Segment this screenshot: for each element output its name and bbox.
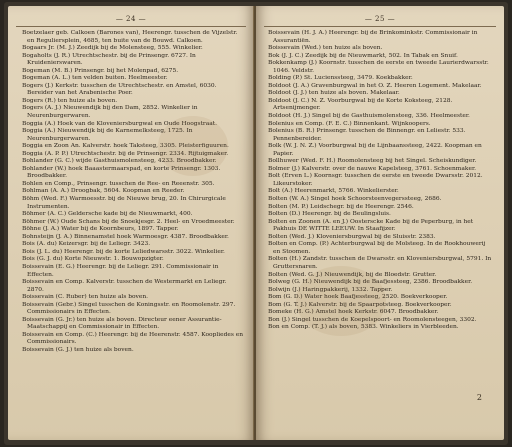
- directory-entry: Bolten (Wed. J.) Kloveniersburgwal bij de Sluisstr. 2383.: [268, 233, 436, 240]
- directory-entry: Bok (J. J. C.) Zeedijk bij de Nieuwmarkt, 502. In Tabak en Snuif.: [268, 52, 458, 59]
- directory-entry: Bois (A. du) Keizersgr. bij de Leliegr. 3423.: [22, 241, 151, 248]
- directory-entry: Böhm (Wed. F.) Warmoesstr. bij de Nieuwe brug, 20. In Chirurgicale Instrumenten.: [22, 196, 226, 210]
- directory-entry: Bolenius en Comp. (F. E. C.) Binnenkant. Wijnkoopers.: [268, 120, 431, 127]
- page-stain: [296, 266, 386, 336]
- directory-entry: Bogers (R.) ten huize als boven.: [22, 97, 118, 104]
- directory-entry: Bolding (P.) St. Lucienssteeg, 3479. Koekbakker.: [268, 75, 413, 82]
- directory-entry: Bolten en Comp. (P.) Achterburgwal bij de Molsteeg. In de Rookhouwerij en Stoomen.: [268, 241, 486, 255]
- directory-entry: Boldoot (J. J.) ten huize als boven. Makelaar.: [268, 90, 400, 97]
- directory-entry: Bois (G. J. du) Korte Nieuwstr. 1. Bouwopzigter.: [22, 256, 164, 263]
- directory-entry: Boissevain (Wed.) ten huize als boven.: [268, 45, 383, 52]
- directory-entry: Bokkenkamp (J.) Koornstr. tusschen de eerste en tweede Laurierdwarsstr. 1046. Veldstr.: [268, 60, 489, 74]
- directory-entry: Bolten (M. P.) Leidschegr. bij de Heerengr. 2546.: [268, 203, 414, 210]
- directory-entry: Bolten (Wed. G. J.) Nieuwendijk, bij de Bloedstr. Grutter.: [268, 271, 437, 278]
- signature-mark: 2: [476, 393, 482, 402]
- directory-entry: Boissevain en Comp. (C.) Heerengr. bij de Heerenstr. 4587. Koopliedes en Commissionairs.: [22, 331, 244, 346]
- directory-entry: Bogaars Jr. (M. J.) Zeedijk bij de Molensteeg, 555. Winkelier.: [22, 45, 203, 52]
- directory-entry: Bogers (J.) Kerkstr. tusschen de Utrechtschestr. en Amstel, 6030. Bereider van het Arabenische Poer.: [22, 82, 217, 97]
- directory-entry: Boldoot (H. J.) Singel bij de Gasthuismolensteeg, 336. Heelmeester.: [268, 113, 470, 120]
- directory-entry: Bon en Comp. (T. J.) als boven, 5383. Winkeliers in Vierbleeden.: [268, 324, 459, 331]
- directory-entry: Bolten (D.) Heerengr. bij de Beulingsluis.: [268, 211, 391, 218]
- right-page: [256, 6, 504, 440]
- directory-entry: Bohnsteijn (J. A.) Binnenamstel hoek Warmoesgr. 4387. Broodbakker.: [22, 233, 229, 240]
- left-page-number: — 24 —: [115, 15, 147, 23]
- directory-entry: Boldoot (J. C.) N. Z. Voorburgwal bij de Korte Koksteeg, 2128. Artsenijmenger.: [268, 97, 453, 112]
- directory-entry: Bogaholts (J. R.) Utrechtschestr. bij de Prinsengr. 6727. In Kruidenierswaren.: [22, 52, 196, 67]
- directory-entry: Bogeman (M. B.) Prinsengr. bij het Molenpad, 6275.: [22, 67, 179, 74]
- directory-entry: Bolten (W. A.) Singel hoek Schoorsteenvegerssteeg, 2686.: [268, 196, 442, 203]
- directory-entry: Böhmer (W.) Oude Schans bij de Snoekjesgr. 2. Heel- en Vroedmeester.: [22, 218, 235, 225]
- directory-entry: Boggia en Zoon An. Kalverstr. hoek Taksteeg, 3305. Pleisterfiguuren.: [22, 143, 229, 150]
- directory-entry: Boissevain en Comp. Kalverstr. tusschen de Westermarkt en Leliegr. 2870.: [22, 279, 227, 293]
- directory-entry: Bohlen en Comp., Prinsengr. tusschen de Ree- en Reeenstr. 305.: [22, 180, 215, 187]
- directory-entry: Bolwijn (J.) Haringpakkerij, 1332. Tapper.: [268, 286, 393, 293]
- directory-entry: Bohlander (G. C.) wijde Gasthuismolensteeg, 4233. Broodbakker.: [22, 158, 217, 165]
- left-page: [8, 6, 254, 440]
- directory-entry: Bolmer (J.) Kalverstr. over de nauwe Kapelsteeg, 3761. Schoenmaker.: [268, 165, 476, 172]
- directory-entry: Boissevain (Gebr.) Singel tusschen de Koningsstr. en Roomolenstr. 297. Commissionairs in Effecten.: [22, 301, 236, 316]
- directory-entry: Boetzelaer geb. Calkoen (Barones van), Heerengr. tusschen de Vijzelstr. en Reguliersplein, 4685, ten buite van de Bouwd. Calkoen.: [22, 30, 238, 44]
- directory-entry: Bohlander (W.) hoek Baaastermaarspad, en korte Prinsengr. 1303. Broodbakker.: [22, 165, 221, 180]
- header-rule: [264, 26, 496, 27]
- directory-entry: Bomeke (H. G.) Amstel hoek Kerkstr. 6047. Broodbakker.: [268, 309, 439, 316]
- directory-entry: Bohlman (A. A.) Droogbak, 5604. Koopman en Reeder.: [22, 188, 185, 195]
- directory-entry: Bom (G. D.) Water hoek Baafjessteeg, 2520. Boekverkooper.: [268, 294, 448, 301]
- directory-entry: Boissevain (E. G.) Heerengr. bij de Leliegr. 291. Commissionair in Effecten.: [22, 263, 219, 278]
- directory-entry: Boggia (A. P. P.) Utrechtschestr. bij de Prinsengr. 2334. Rijtuigmaker.: [22, 150, 229, 157]
- directory-entry: Bollhuwer (Wed. F. H.) Roomolensteeg bij het Singel. Scheiskundiger.: [268, 158, 477, 165]
- directory-entry: Bolk (W. J. N. Z.) Voorburgwal bij de Lijnbaanssteeg, 2422. Koopman en Papier.: [268, 143, 482, 157]
- left-entry-list: [8, 30, 254, 355]
- directory-entry: Bogeman (A. L.) ten velden buiten. Heelmeester.: [22, 75, 168, 82]
- header-rule: [16, 26, 246, 27]
- directory-entry: Boggia (A.) Hoek van de Kloveniersburgwal en Oude Hoogstraat.: [22, 120, 218, 127]
- directory-entry: Bogers (A. J.) Nieuwendijk bij den Dam, 2852. Winkelier in Neurenburgerwaren.: [22, 105, 198, 120]
- directory-entry: Bolten en Zoonen (A. en J.) Oosterscke Kade bij de Peperburg, in het Pakhuis DE WITTE LEEUW. In Staafijzer.: [268, 218, 474, 233]
- directory-entry: Boissevain (G. J.) ten huize als boven.: [22, 346, 134, 353]
- directory-entry: Bom (G. T. J.) Kalverstr. bij de Spaarpotsteeg. Boekverkooper.: [268, 301, 452, 308]
- directory-entry: Boissevain (C. Ruber) ten huize als boven.: [22, 294, 149, 301]
- directory-entry: Böhmer (A. C.) Geldersche kade bij de Nieuwmarkt, 400.: [22, 211, 193, 218]
- directory-entry: Bon (J.) Singel tusschen de Koepelspoort- en Roomolensteegen, 3302.: [268, 316, 477, 323]
- page-stain: [158, 116, 228, 176]
- directory-entry: Böhne (J. A.) Water bij de Koornbeurs, 1897. Tapper.: [22, 226, 179, 233]
- directory-entry: Bolten (H.) Zandstr. tusschen de Dwarsstr. en Kloveniersburgwal, 5791. In Gruttersnaren.: [268, 256, 492, 270]
- directory-entry: Bolt (A.) Heerenmarkt, 5766. Winkelierster.: [268, 188, 399, 195]
- open-book: [4, 2, 508, 445]
- right-page-number: — 25 —: [364, 15, 396, 23]
- directory-entry: Boldoot (J. A.) Gravenburgwal in het O. Z. Heeren Logement. Makelaar.: [268, 82, 482, 89]
- directory-entry: Bolenius (B. R.) Prinsengr. tusschen de Binnengr. en Leliestr. 533. Pennenbereider.: [268, 128, 466, 142]
- directory-entry: Boissevain (G. Jr.) ten huize als boven. Directeur eener Assurantie-Maatschappij en Commissionair in Effecten.: [22, 316, 222, 331]
- directory-entry: Boggia (A.) Nieuwendijk bij de Karnemelksteeg, 1725. In Neurenburgerwaren.: [22, 128, 193, 142]
- directory-entry: Bolweg (G. H.) Nieuwendijk bij de Baafjessteeg, 2386. Broodbakker.: [268, 279, 473, 286]
- directory-entry: Boissevain (H. J. A.) Heerengr. bij de Brinkominkstr. Commissionair in Assurantiën.: [268, 30, 478, 44]
- directory-entry: Bolt (Erven L.) Koornsgr. tusschen de eerste en tweede Dwarsstr. 2012. Likeurstoker.: [268, 173, 483, 187]
- directory-entry: Bois (J. L. du) Heerengr. bij de korte Leliedwarsstr. 3022. Winkelier.: [22, 248, 225, 255]
